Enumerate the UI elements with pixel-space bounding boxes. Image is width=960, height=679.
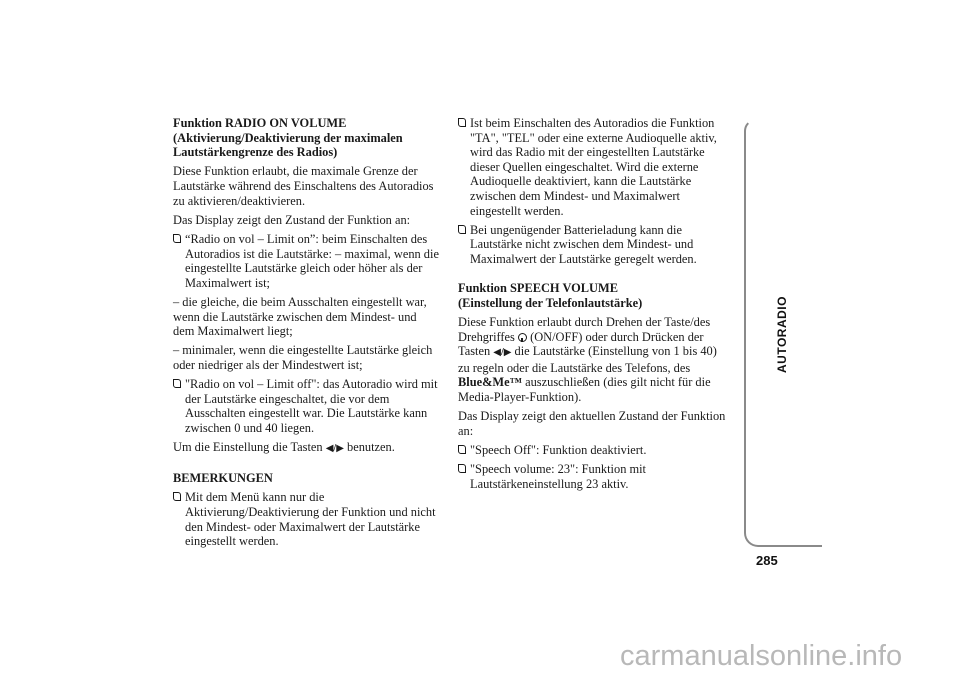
heading-line-3: Lautstärkengrenze des Radios) <box>173 145 338 160</box>
bullet-icon <box>458 225 466 234</box>
heading-line-1: Funktion RADIO ON VOLUME <box>173 116 347 130</box>
paragraph: Das Display zeigt den Zustand der Funktion an: <box>173 212 411 227</box>
bullet-text: Bei ungenügender Batterieladung kann die Lautstärke nicht zwischen dem Mindest- und Maximalwert der Lautstärke geregelt werden. <box>470 222 697 266</box>
bullet-text: "Radio on vol – Limit off": das Autoradio wird mit der Lautstärke eingeschaltet, die vor dem Ausschalten eingestellt war. Die Lautstärke kann zwischen 0 und 40 liegen. <box>185 377 438 435</box>
bullet-text: "Speech Off": Funktion deaktiviert. <box>470 442 647 457</box>
bullet-item <box>458 462 726 491</box>
bullet-icon <box>173 492 181 501</box>
paragraph: Das Display zeigt den aktuellen Zustand der Funktion an: <box>458 409 726 438</box>
bullet-item <box>173 490 441 548</box>
page-number: 285 <box>756 553 778 568</box>
heading-line-2: (Einstellung der Telefonlautstärke) <box>458 295 643 310</box>
bullet-icon <box>173 234 181 243</box>
watermark: carmanualsonline.info <box>620 640 903 672</box>
paragraph: Diese Funktion erlaubt durch Drehen der Taste/des Drehgriffes (ON/OFF) oder durch Drücken der Tasten ◀/▶ die Lautstärke (Einstellung von 1 bis 40) zu regeln oder die Lautstärke des Telefons, des Blue&Me™ auszuschließen (dies gilt nicht für die Media-Player-Funktion). <box>458 314 717 404</box>
radio-on-volume-heading <box>173 116 441 160</box>
bullet-text: Mit dem Menü kann nur die Aktivierung/Deaktivierung der Funktion und nicht den Mindest- oder Maximalwert der Lautstärke eingestellt werden. <box>185 490 436 549</box>
arrow-keys-icon: ◀/▶ <box>493 347 512 359</box>
bullet-text: Ist beim Einschalten des Autoradios die Funktion "TA", "TEL" oder eine externe Audioquelle aktiv, wird das Radio mit der eingestellten Lautstärke dieser Quellen eingeschaltet. Wird die externe Audioquelle deaktiviert, kann die Lautstärke zwischen dem Mindest- und Maximalwert eingestellt werden. <box>470 116 717 218</box>
bullet-icon <box>173 379 181 388</box>
bullet-text: "Speech volume: 23": Funktion mit Lautstärkeneinstellung 23 aktiv. <box>470 462 647 491</box>
paragraph: Diese Funktion erlaubt, die maximale Grenze der Lautstärke während des Einschaltens des Autoradios zu aktivieren/deaktivieren. <box>173 164 434 208</box>
paragraph: – die gleiche, die beim Ausschalten eingestellt war, wenn die Lautstärke zwischen dem Mindest- und dem Maximalwert liegt; <box>173 294 427 339</box>
bullet-icon <box>458 445 466 454</box>
heading-line-2: (Aktivierung/Deaktivierung der maximalen <box>173 130 403 145</box>
bullet-icon <box>458 118 466 127</box>
bullet-item <box>458 443 726 458</box>
right-column <box>458 116 726 496</box>
bullet-item <box>173 377 441 435</box>
bullet-item <box>173 232 441 290</box>
notes-heading: BEMERKUNGEN <box>173 471 273 486</box>
knob-icon <box>518 333 527 342</box>
brand-name: Blue&Me™ <box>458 375 523 390</box>
arrow-keys-icon: ◀/▶ <box>325 443 344 455</box>
bullet-text: “Radio on vol – Limit on”: beim Einschalten des Autoradios ist die Lautstärke: – maximal, wenn die eingestellte Lautstärke gleich oder höher als der Maximalwert ist; <box>185 231 439 290</box>
paragraph: – minimaler, wenn die eingestellte Lautstärke gleich oder niedriger als der Mindestwert ist; <box>173 343 433 372</box>
heading-line-1: Funktion SPEECH VOLUME <box>458 281 618 296</box>
left-column <box>173 116 441 553</box>
bullet-icon <box>458 464 466 473</box>
speech-volume-heading <box>458 281 726 310</box>
bullet-item <box>458 116 726 218</box>
paragraph: Um die Einstellung die Tasten ◀/▶ benutzen. <box>173 440 395 455</box>
bullet-item <box>458 223 726 267</box>
section-tab-label: AUTORADIO <box>775 296 789 374</box>
